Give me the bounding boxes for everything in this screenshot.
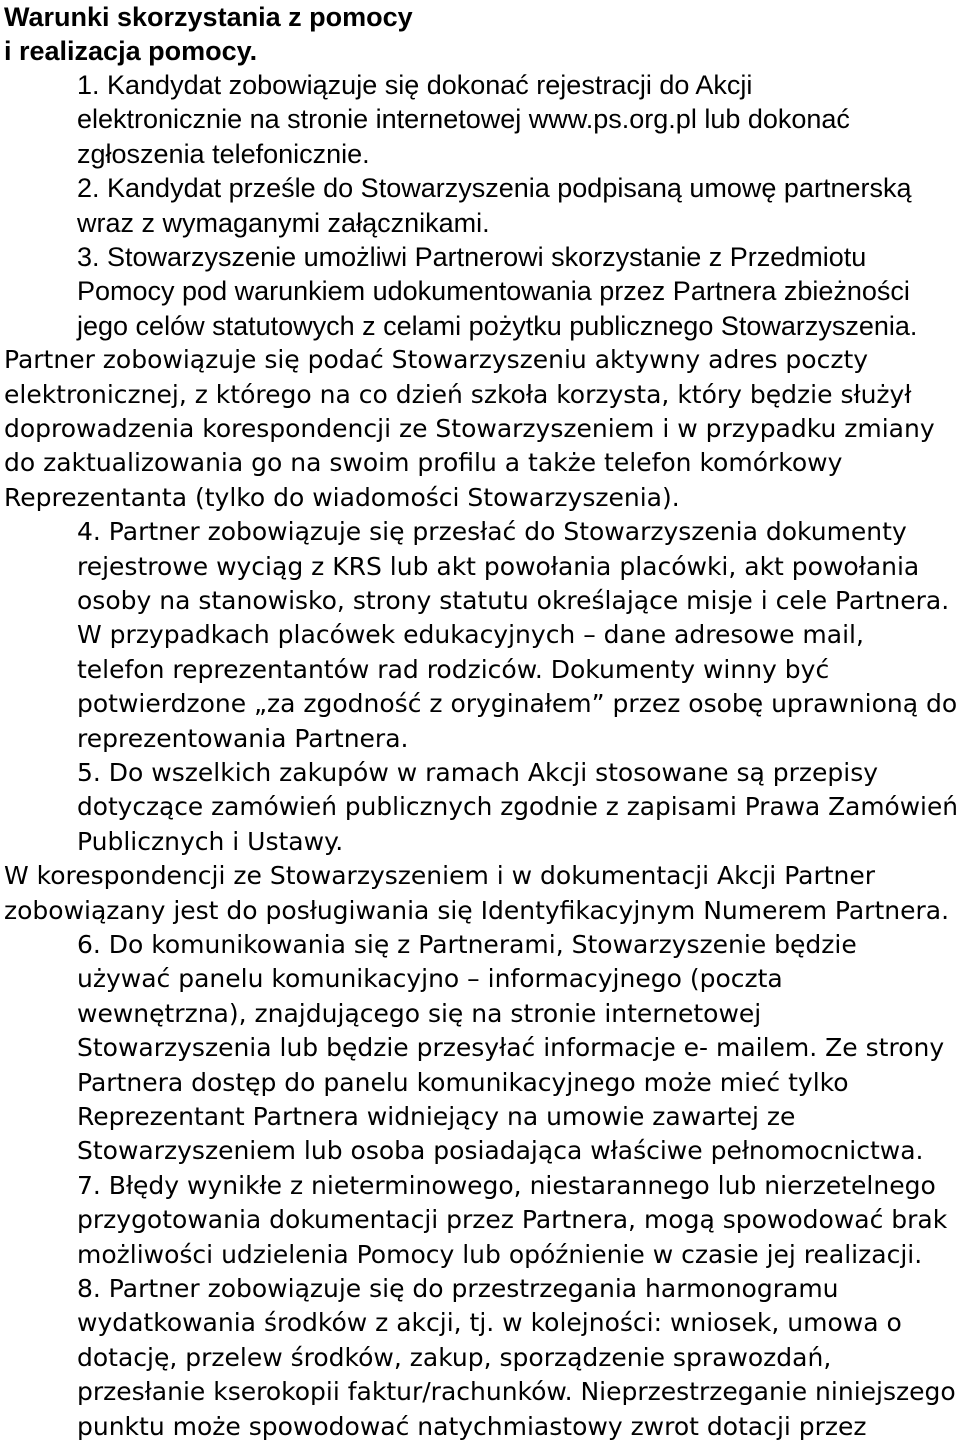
document-text-line: Partner zobowiązuje się podać Stowarzyszeniu aktywny adres poczty	[4, 345, 869, 374]
document-text-line: osoby na stanowisko, strony statutu określające misje i cele Partnera.	[77, 586, 950, 615]
document-text-line: dotyczące zamówień publicznych zgodnie z zapisami Prawa Zamówień	[77, 792, 958, 821]
document-text-line: Stowarzyszenia lub będzie przesyłać informacje e- mailem. Ze strony	[77, 1033, 945, 1062]
document-text-line: zobowiązany jest do posługiwania się Identyfikacyjnym Numerem Partnera.	[4, 896, 950, 925]
document-text-line: przygotowania dokumentacji przez Partnera, mogą spowodować brak	[77, 1205, 948, 1234]
document-text-line: potwierdzone „za zgodność z oryginałem” przez osobę uprawnioną do	[77, 689, 958, 718]
document-text-line: 2. Kandydat prześle do Stowarzyszenia podpisaną umowę partnerską	[77, 173, 912, 203]
document-text-line: jego celów statutowych z celami pożytku publicznego Stowarzyszenia.	[77, 311, 918, 341]
document-text-line: Pomocy pod warunkiem udokumentowania przez Partnera zbieżności	[77, 276, 910, 306]
document-text-line: do zaktualizowania go na swoim profilu a także telefon komórkowy	[4, 448, 843, 477]
document-text-line: wydatkowania środków z akcji, tj. w kolejności: wniosek, umowa o	[77, 1308, 902, 1337]
document-text-line: W korespondencji ze Stowarzyszeniem i w dokumentacji Akcji Partner	[4, 861, 876, 890]
document-text-line: 6. Do komunikowania się z Partnerami, Stowarzyszenie będzie	[77, 930, 857, 959]
document-text-line: Reprezentant Partnera widniejący na umowie zawartej ze	[77, 1102, 796, 1131]
document-text-line: rejestrowe wyciąg z KRS lub akt powołania placówki, akt powołania	[77, 552, 920, 581]
document-text-line: możliwości udzielenia Pomocy lub opóźnienie w czasie jej realizacji.	[77, 1240, 923, 1269]
document-text-line: wraz z wymaganymi załącznikami.	[77, 208, 490, 238]
document-text-line: zgłoszenia telefonicznie.	[77, 139, 370, 169]
document-text-line: elektronicznej, z którego na co dzień szkoła korzysta, który będzie służył	[4, 380, 912, 409]
document-text-line: W przypadkach placówek edukacyjnych – dane adresowe mail,	[77, 620, 864, 649]
document-text-line: 8. Partner zobowiązuje się do przestrzegania harmonogramu	[77, 1274, 839, 1303]
document-text-line: Reprezentanta (tylko do wiadomości Stowarzyszenia).	[4, 483, 680, 512]
document-text-line: Stowarzyszeniem lub osoba posiadająca właściwe pełnomocnictwa.	[77, 1136, 924, 1165]
document-title-line-2: i realizacja pomocy.	[4, 36, 258, 66]
document-title-line-1: Warunki skorzystania z pomocy	[4, 2, 413, 32]
document-text-line: telefon reprezentantów rad rodziców. Dokumenty winny być	[77, 655, 830, 684]
document-text-line: używać panelu komunikacyjno – informacyjnego (poczta	[77, 964, 783, 993]
document-text-line: dotację, przelew środków, zakup, sporządzenie sprawozdań,	[77, 1343, 832, 1372]
document-text-line: reprezentowania Partnera.	[77, 724, 409, 753]
document-text-line: Partnera dostęp do panelu komunikacyjnego może mieć tylko	[77, 1068, 849, 1097]
document-text-line: przesłanie kserokopii faktur/rachunków. Nieprzestrzeganie niniejszego	[77, 1377, 956, 1406]
document-text-line: punktu może spowodować natychmiastowy zwrot dotacji przez	[77, 1412, 867, 1441]
document-text-line: 7. Błędy wynikłe z nieterminowego, niestarannego lub nierzetelnego	[77, 1171, 936, 1200]
document-text-line: 3. Stowarzyszenie umożliwi Partnerowi skorzystanie z Przedmiotu	[77, 242, 867, 272]
document-text-line: Publicznych i Ustawy.	[77, 827, 344, 856]
document-text-line: wewnętrzna), znajdującego się na stronie internetowej	[77, 999, 762, 1028]
document-text-line: 5. Do wszelkich zakupów w ramach Akcji stosowane są przepisy	[77, 758, 879, 787]
document-text-line: 1. Kandydat zobowiązuje się dokonać rejestracji do Akcji	[77, 70, 753, 100]
document-text-line: elektronicznie na stronie internetowej www.ps.org.pl lub dokonać	[77, 104, 850, 134]
document-text-line: 4. Partner zobowiązuje się przesłać do Stowarzyszenia dokumenty	[77, 517, 907, 546]
document-text-line: doprowadzenia korespondencji ze Stowarzyszeniem i w przypadku zmiany	[4, 414, 935, 443]
